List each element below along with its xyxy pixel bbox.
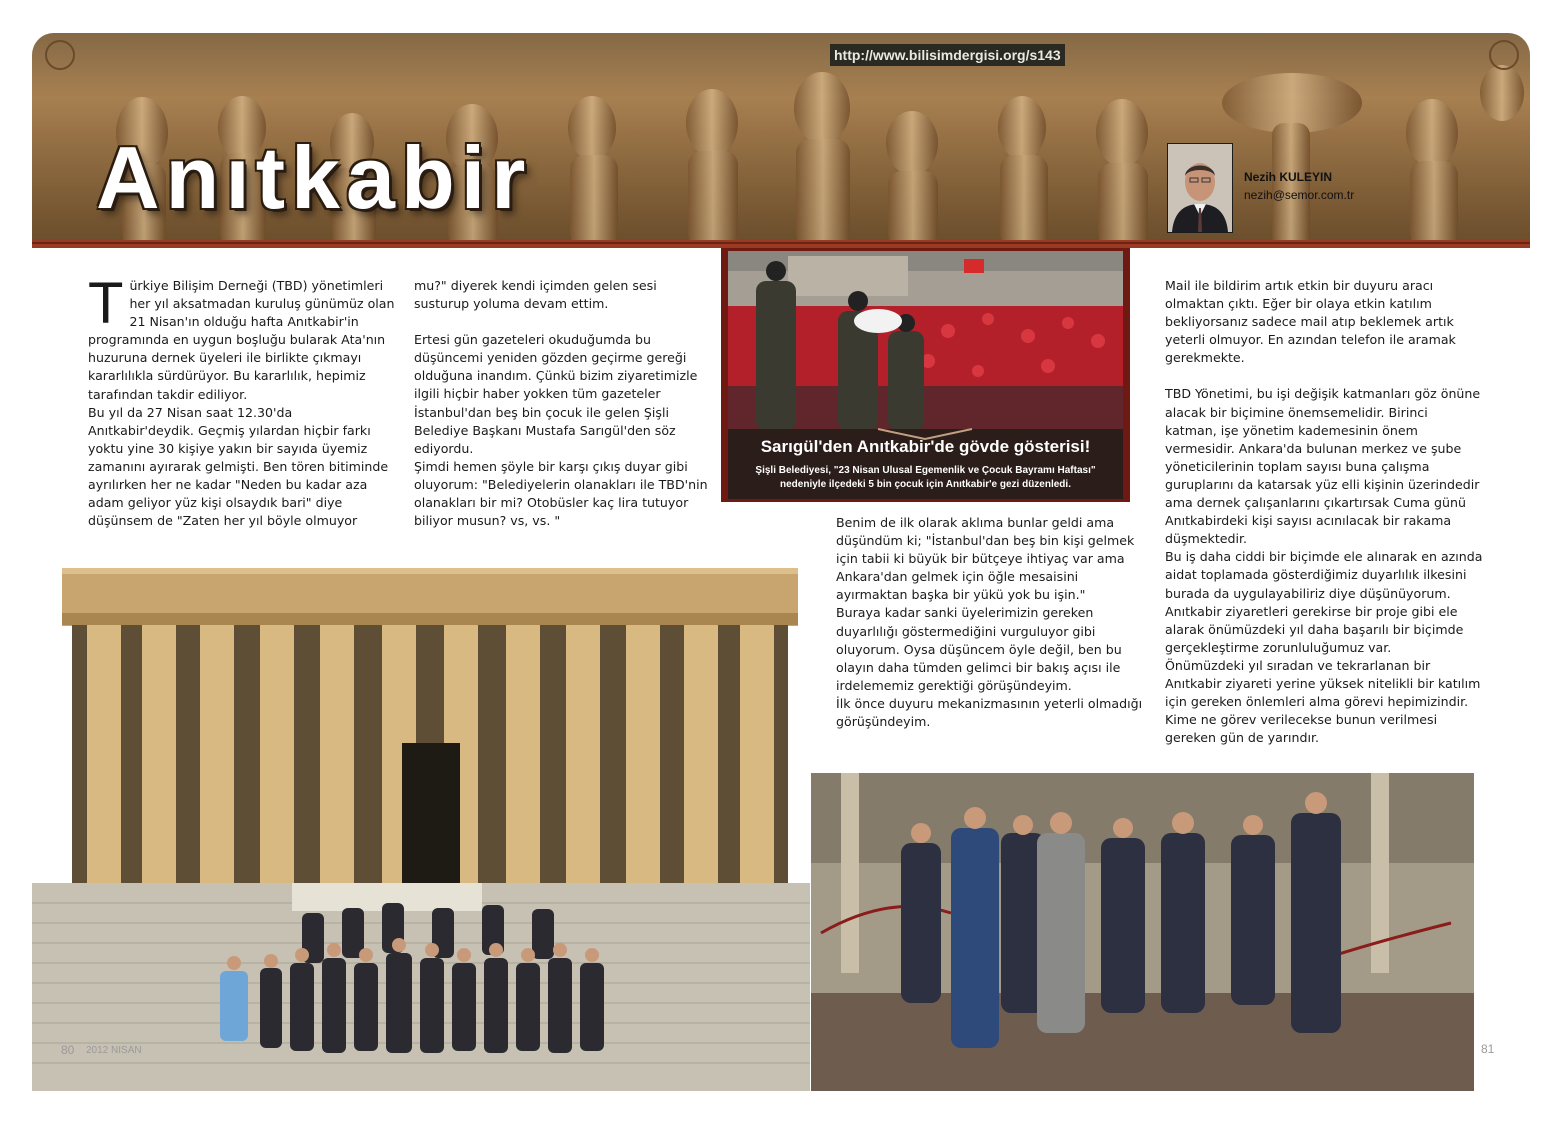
news-clipping [721, 248, 1130, 502]
author-photo [1167, 143, 1233, 233]
article-column-4 [1165, 277, 1483, 747]
paragraph: Ertesi gün gazeteleri okuduğumda bu düşüncemi yeniden gözden geçirme gereği olduğuna inandım. Çünkü bizim ziyaretimizle ilgili hiçbir haber yokken tüm gazeteler İstanbul'dan beş bin çocuk ile gelen Şişli Belediye Başkanı Mustafa Sarıgül'den söz ediyordu. [414, 332, 698, 456]
paragraph: Buraya kadar sanki üyelerimizin gereken duyarlılığı göstermediğini vurguluyor gibi oluyorum. Oysa düşüncem öyle değil, ben bu olayın daha tümden gelimci bir bakış açısı ile irdelememiz gerektiği görüşündeyim. [836, 605, 1122, 693]
page-number-left: 80 [61, 1043, 75, 1057]
paragraph: mu?" diyerek kendi içimden gelen sesi susturup yoluma devam ettim. [414, 278, 657, 312]
ceremony-photo [811, 773, 1474, 1091]
news-subline: Şişli Belediyesi, "23 Nisan Ulusal Egemenlik ve Çocuk Bayramı Haftası" [755, 465, 1096, 476]
author-email[interactable]: nezih@semor.com.tr [1244, 188, 1355, 202]
paragraph: İlk önce duyuru mekanizmasının yeterli olmadığı görüşündeyim. [836, 695, 1143, 730]
news-subline: nedeniyle ilçedeki 5 bin çocuk için Anıtkabir'e gezi düzenledi. [780, 479, 1071, 490]
page-number-right: 81 [1481, 1042, 1495, 1056]
paragraph: Bu iş daha ciddi bir biçimde ele alınarak en azında aidat toplamada gösterdiğimiz duyarlılık ilkesini burada da uygulayabiliriz diye düşünüyorum. Anıtkabir ziyaretleri gerekirse bir proje gibi ele alarak önümüzdeki yıl daha başarılı bir biçimde gerçekleştirme zorunluluğumuz var. [1165, 549, 1483, 655]
article-column-2 [414, 277, 710, 530]
news-headline: Sarıgül'den Anıtkabir'de gövde gösterisi! [760, 437, 1091, 456]
paragraph: Önümüzdeki yıl sıradan ve tekrarlanan bir Anıtkabir ziyareti yerine yüksek nitelikli bir katılım için gereken önlemleri alma görevi hepimizindir. Kime ne görev verilecekse bunun verilmesi gereken gün de yarındır. [1165, 657, 1481, 746]
author-name: Nezih KULEYIN [1244, 170, 1333, 184]
paragraph: Mail ile bildirim artık etkin bir duyuru aracı olmaktan çıktı. Eğer bir olaya etkin katılım bekliyorsanız sadece mail atıp beklemek artık yeterli olmuyor. En azından telefon ile aramak gerekmekte. [1165, 278, 1456, 366]
paragraph: Benim de ilk olarak aklıma bunlar geldi ama düşündüm ki; "İstanbul'dan beş bin kişi gelmek için tabii ki büyük bir bütçeye ihtiyaç var ama Ankara'dan gelmek için öğle mesaisini ayırmaktan başka bir yükü yok bu işin." [836, 515, 1135, 603]
article-title: Anıtkabir [96, 128, 532, 227]
news-photo [728, 251, 1123, 499]
magazine-url-link[interactable]: http://www.bilisimdergisi.org/s143 [830, 44, 1065, 66]
paragraph: Bu yıl da 27 Nisan saat 12.30'da Anıtkabir'deydik. Geçmiş yılardan hiçbir farkı yoktu yine 30 kişiye yakın bir sayıda üyemiz zamanını ayırarak gelmişti. Ben tören bitiminde ayrılırken her ne kadar "Neden bu kadar aza adam geliyor yüz kişi olsaydık bari" diye düşünsem de "Zaten her yıl böyle olmuyor [88, 404, 389, 529]
issue-date: 2012 NISAN [86, 1045, 142, 1056]
banner-divider [32, 242, 1530, 244]
article-column-3 [836, 514, 1152, 731]
mausoleum-group-photo [32, 553, 810, 1091]
article-column-1 [88, 271, 402, 530]
paragraph: TBD Yönetimi, bu işi değişik katmanları göz önüne alacak bir biçimine önemsemelidir. Birinci katman, işe yönetim kademesinin önem vermesidir. Ankara'da bulunan merkez ve şube yöneticilerinin toplam sayısı buna çalışma guruplarını da katarsak yüz elli kişinin üzerindedir ama dernek çalışanlarını çıkartırsak Cuma günü Anıtkabirdeki kişi sayısı acınılacak bir rakama düşmektedir. [1165, 386, 1481, 547]
drop-cap: T [88, 271, 124, 336]
paragraph: Şimdi hemen şöyle bir karşı çıkış duyar gibi oluyorum: "Belediyelerin olanakları ile TBD'nin olanakları bir mi? Otobüsler kaç lira tutuyor biliyor musun? vs, vs. " [414, 458, 708, 529]
paragraph: ürkiye Bilişim Derneği (TBD) yönetimleri her yıl aksatmadan kuruluş günümüz olan 21 Nisan'ın olduğu hafta Anıtkabir'in programında en uygun boşluğu bularak Ata'nın huzuruna dernek üyeleri ile birlikte çıkmayı kararlılıkla sürdürüyor. Bu kararlılık, hepimiz tarafından takdir ediliyor. [88, 278, 395, 402]
